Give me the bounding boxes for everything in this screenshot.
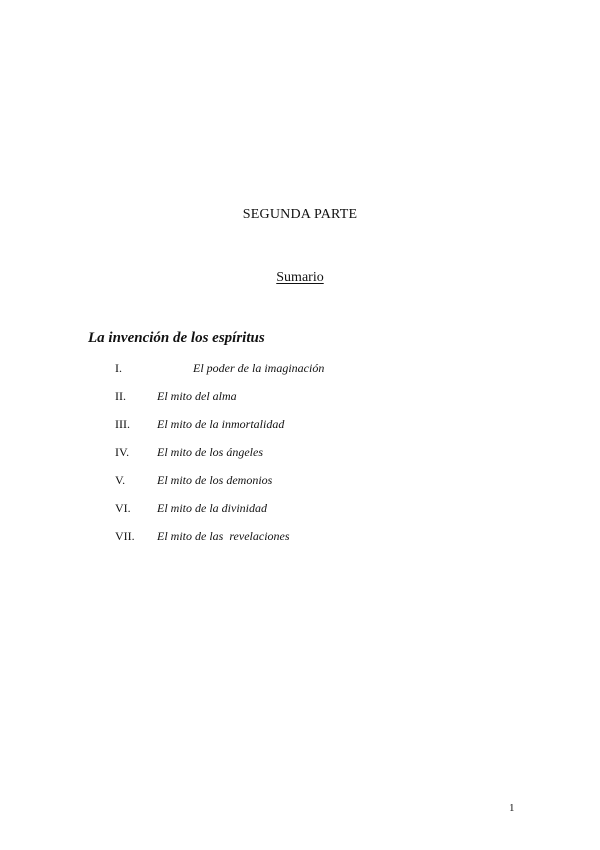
toc-item-number: II. — [115, 389, 126, 403]
toc-item-number: I. — [115, 361, 122, 375]
part-title: SEGUNDA PARTE — [242, 207, 358, 222]
toc-item-title: El mito de la inmortalidad — [157, 417, 285, 431]
toc-item-number: VI. — [115, 501, 131, 515]
toc-item — [115, 361, 435, 389]
toc-item — [115, 417, 435, 445]
toc-item — [115, 529, 435, 557]
table-of-contents — [115, 361, 435, 557]
section-title: La invención de los espíritus — [88, 330, 265, 346]
page-number: 1 — [509, 802, 515, 814]
toc-item — [115, 501, 435, 529]
toc-item-title: El mito de los demonios — [157, 473, 273, 487]
toc-item — [115, 445, 435, 473]
toc-item-number: V. — [115, 473, 126, 487]
toc-item-number: VII. — [115, 529, 135, 543]
toc-item-number: III. — [115, 417, 130, 431]
toc-item-title: El mito del alma — [157, 389, 237, 403]
toc-item — [115, 473, 435, 501]
toc-item-title: El mito de la divinidad — [157, 501, 267, 515]
summary-title: Sumario — [276, 270, 324, 285]
toc-item-title: El mito de las revelaciones — [157, 529, 290, 543]
toc-item-number: IV. — [115, 445, 130, 459]
toc-item-title: El poder de la imaginación — [193, 361, 325, 375]
toc-item-title: El mito de los ángeles — [157, 445, 263, 459]
toc-item — [115, 389, 435, 417]
